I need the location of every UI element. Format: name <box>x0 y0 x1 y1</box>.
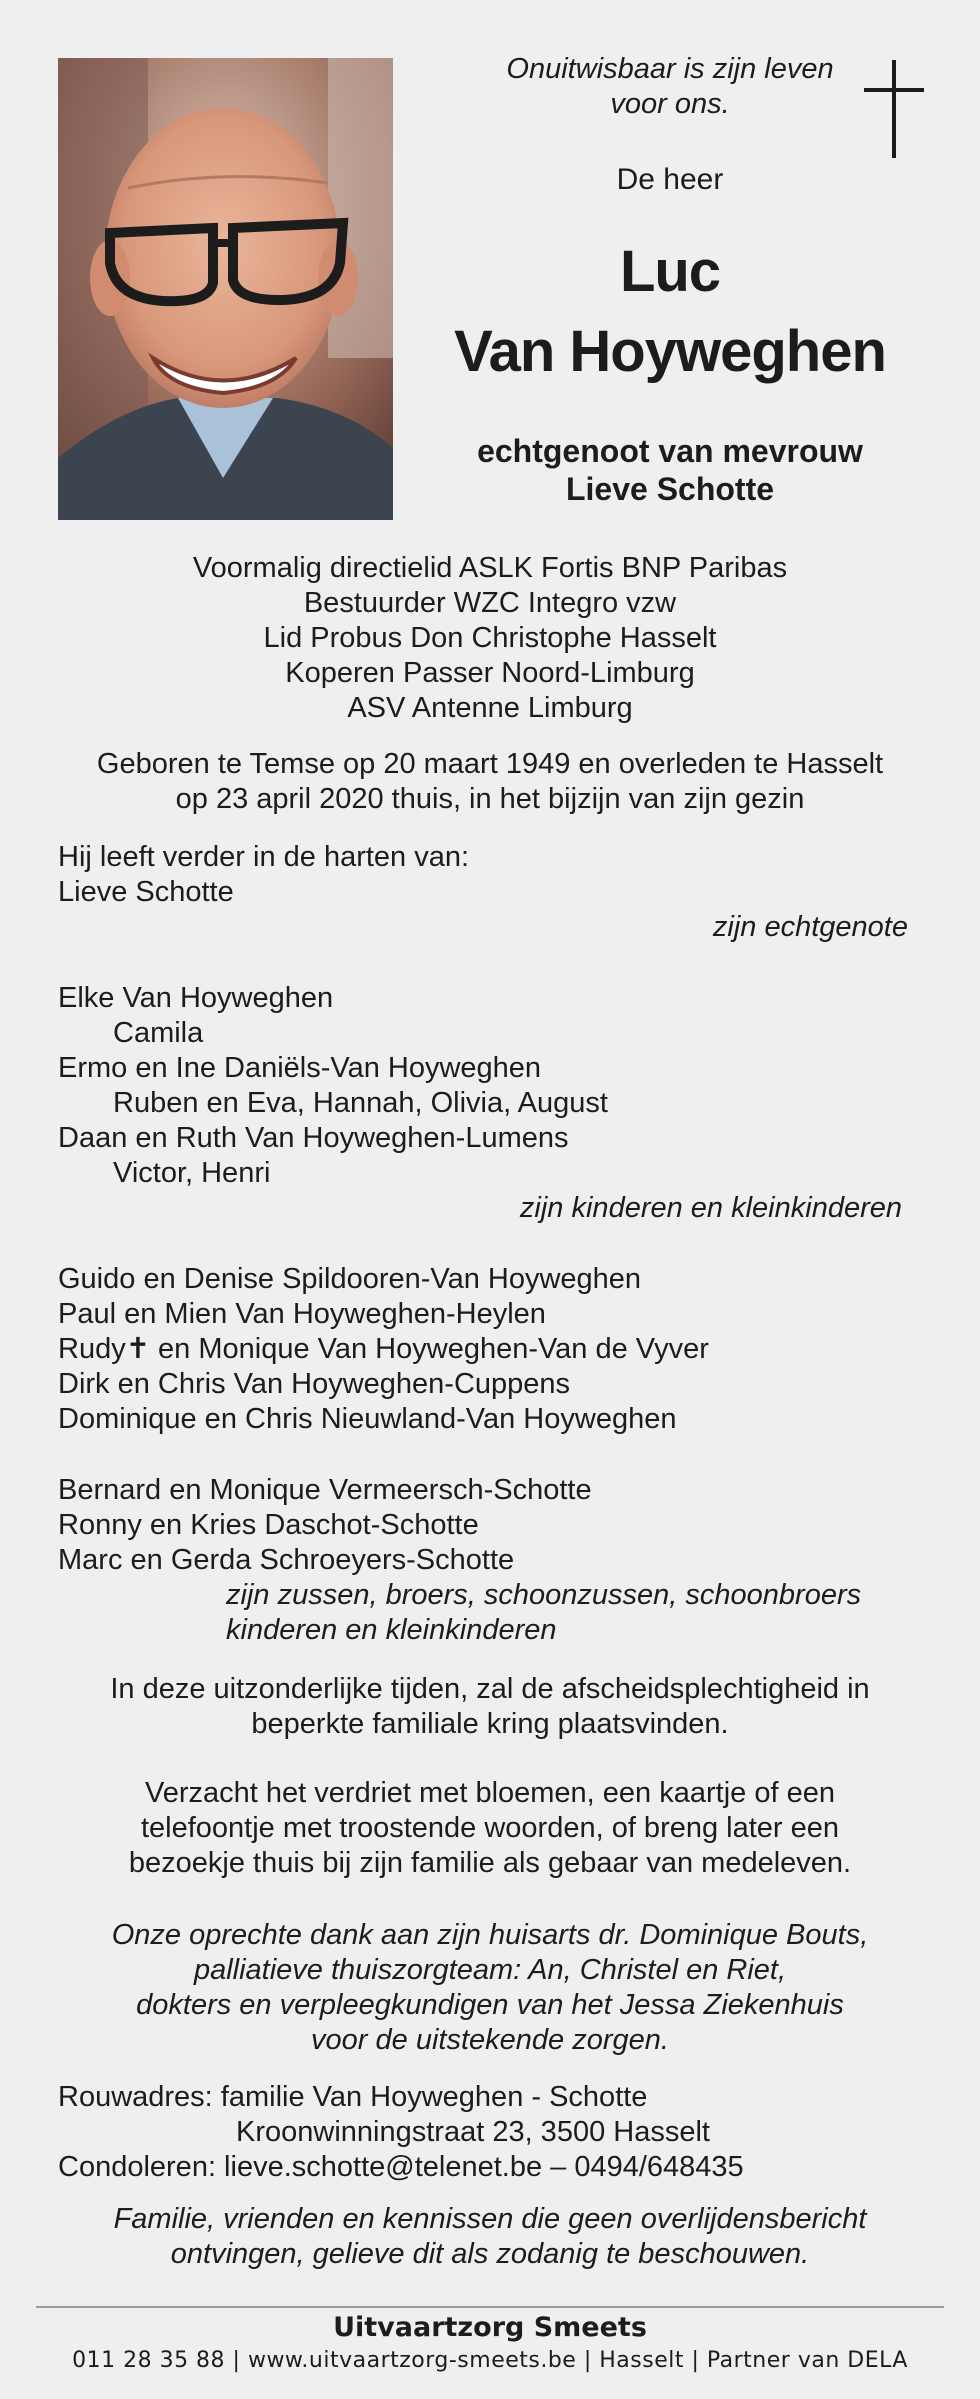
motto-line: voor ons. <box>610 88 730 120</box>
child-line: Elke Van Hoyweghen <box>58 982 334 1014</box>
spouse-name: Lieve Schotte <box>565 471 775 507</box>
widow-name: Lieve Schotte <box>58 876 234 908</box>
notice-line: ontvingen, gelieve dit als zodanig te beschouwen. <box>170 2238 810 2270</box>
role-line: Lid Probus Don Christophe Hasselt <box>263 622 717 654</box>
flowers-line: Verzacht het verdriet met bloemen, een kaartje of een <box>145 1777 835 1809</box>
role-line: Voormalig directielid ASLK Fortis BNP Paribas <box>192 552 788 584</box>
ceremony-notice <box>0 1672 980 1742</box>
birth-death-line: Geboren te Temse op 20 maart 1949 en overleden te Hasselt <box>96 748 884 780</box>
portrait-photo <box>58 58 393 520</box>
children-role: zijn kinderen en kleinkinderen <box>519 1192 902 1224</box>
footer-divider <box>36 2306 944 2308</box>
siblings-role-line: kinderen en kleinkinderen <box>226 1614 557 1646</box>
flowers-line: bezoekje thuis bij zijn familie als gebaar van medeleven. <box>128 1847 852 1879</box>
flowers-notice <box>0 1776 980 1881</box>
last-name: Van Hoyweghen <box>454 319 886 384</box>
siblings-role-line: zijn zussen, broers, schoonzussen, schoonbroers <box>226 1579 862 1611</box>
grandchild-line: Ruben en Eva, Hannah, Olivia, August <box>113 1087 608 1119</box>
lives-on-intro: Hij leeft verder in de harten van: <box>58 841 470 873</box>
child-line: Daan en Ruth Van Hoyweghen-Lumens <box>58 1122 569 1154</box>
deceased-name <box>420 232 920 392</box>
honorific: De heer <box>616 163 724 196</box>
funeral-home-info: 011 28 35 88 | www.uitvaartzorg-smeets.be | Hasselt | Partner van DELA <box>72 2348 908 2373</box>
in-law-line: Marc en Gerda Schroeyers-Schotte <box>58 1544 515 1576</box>
sibling-line: Paul en Mien Van Hoyweghen-Heylen <box>58 1298 546 1330</box>
in-law-line: Bernard en Monique Vermeersch-Schotte <box>58 1474 592 1506</box>
thanks-line: Onze oprechte dank aan zijn huisarts dr. Dominique Bouts, <box>111 1919 869 1951</box>
sibling-line: Dirk en Chris Van Hoyweghen-Cuppens <box>58 1368 571 1400</box>
first-name: Luc <box>619 239 721 304</box>
thanks-line: palliatieve thuiszorgteam: An, Christel en Riet, <box>193 1954 787 1986</box>
thanks-line: voor de uitstekende zorgen. <box>311 2024 669 2056</box>
sibling-line: Dominique en Chris Nieuwland-Van Hoyweghen <box>58 1403 677 1435</box>
address-street: Kroonwinningstraat 23, 3500 Hasselt <box>236 2116 710 2148</box>
siblings-list <box>58 1262 938 1437</box>
grandchild-line: Victor, Henri <box>113 1157 271 1189</box>
sibling-line: Rudy✝ en Monique Van Hoyweghen-Van de Vyver <box>58 1333 709 1365</box>
mourning-address <box>58 2080 958 2185</box>
spouse-block <box>420 432 920 508</box>
motto <box>420 52 920 122</box>
ceremony-line: beperkte familiale kring plaatsvinden. <box>251 1708 729 1740</box>
child-line: Ermo en Ine Daniëls-Van Hoyweghen <box>58 1052 542 1084</box>
role-line: ASV Antenne Limburg <box>347 692 633 724</box>
role-line: Bestuurder WZC Integro vzw <box>303 587 677 619</box>
birth-death <box>0 747 980 817</box>
children-list <box>58 981 938 1191</box>
portrait-illustration <box>58 58 393 520</box>
birth-death-line: op 23 april 2020 thuis, in het bijzijn van zijn gezin <box>175 783 805 815</box>
in-laws-list <box>58 1473 938 1578</box>
motto-line: Onuitwisbaar is zijn leven <box>506 53 834 85</box>
notice <box>0 2202 980 2272</box>
siblings-role <box>226 1578 946 1648</box>
lives-on <box>58 840 938 910</box>
thanks-line: dokters en verpleegkundigen van het Jessa Ziekenhuis <box>136 1989 844 2021</box>
address-label: Rouwadres: familie Van Hoyweghen - Schotte <box>58 2081 648 2113</box>
spouse-intro: echtgenoot van mevrouw <box>477 433 863 469</box>
notice-line: Familie, vrienden en kennissen die geen overlijdensbericht <box>113 2203 867 2235</box>
roles <box>0 551 980 726</box>
grandchild-line: Camila <box>113 1017 204 1049</box>
thanks <box>0 1918 980 2058</box>
role-line: Koperen Passer Noord-Limburg <box>285 657 695 689</box>
sibling-line: Guido en Denise Spildooren-Van Hoyweghen <box>58 1263 642 1295</box>
condolences-contact: Condoleren: lieve.schotte@telenet.be – 0494/648435 <box>58 2151 744 2183</box>
ceremony-line: In deze uitzonderlijke tijden, zal de afscheidsplechtigheid in <box>110 1673 870 1705</box>
funeral-home-name: Uitvaartzorg Smeets <box>333 2312 647 2343</box>
in-law-line: Ronny en Kries Daschot-Schotte <box>58 1509 479 1541</box>
widow-role: zijn echtgenote <box>712 911 908 943</box>
flowers-line: telefoontje met troostende woorden, of breng later een <box>140 1812 840 1844</box>
